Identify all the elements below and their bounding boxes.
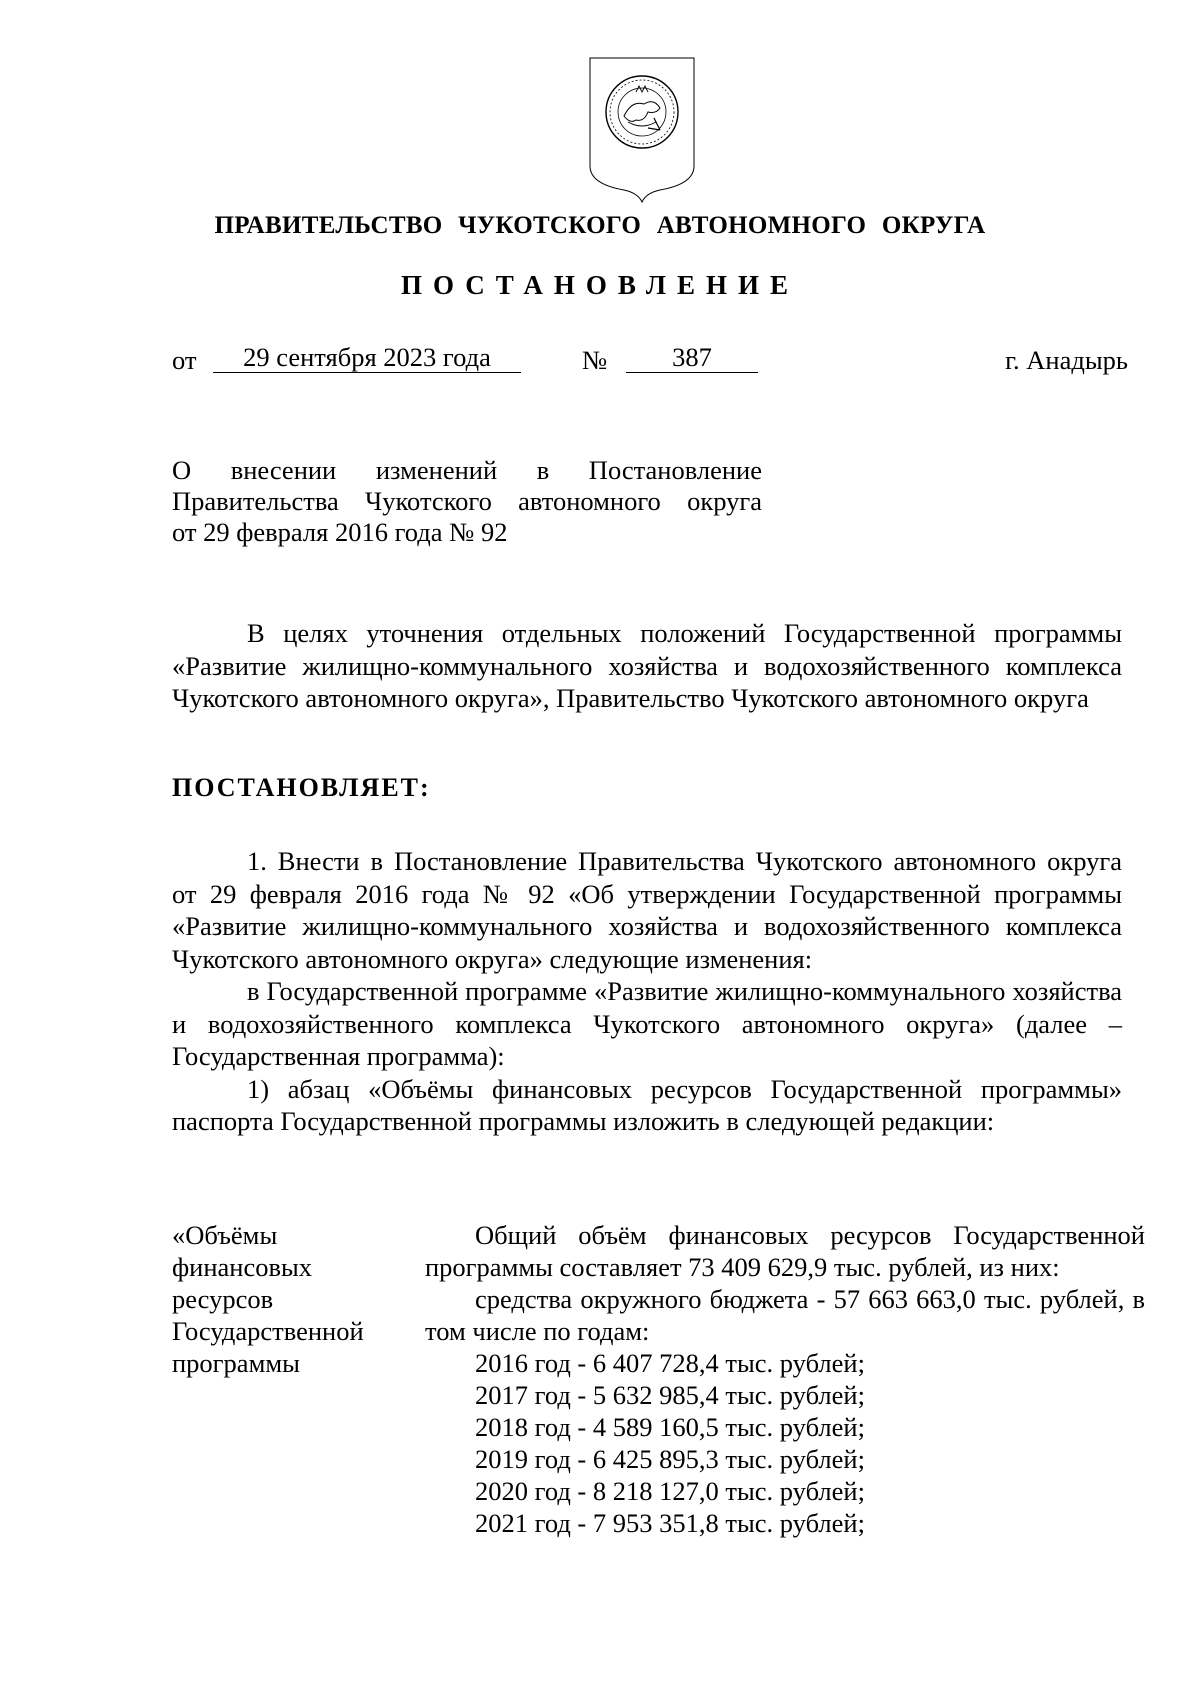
- passport-label-line: «Объёмы: [172, 1220, 278, 1250]
- passport-label-line: финансовых: [172, 1252, 313, 1282]
- decree-date-value: 29 сентября 2023 года: [213, 342, 521, 373]
- decree-number-value: 387: [626, 342, 758, 373]
- passport-label-line: Государственной: [172, 1316, 364, 1346]
- passport-label: [172, 1219, 402, 1379]
- year-row-2017: 2017 год - 5 632 985,4 тыс. рублей;: [475, 1380, 865, 1410]
- passport-label-line: программы: [172, 1348, 300, 1378]
- decree-number: [626, 342, 758, 373]
- number-sign: №: [582, 345, 608, 375]
- resolves-heading: ПОСТАНОВЛЯЕТ:: [172, 773, 431, 802]
- year-row-2016: 2016 год - 6 407 728,4 тыс. рублей;: [475, 1348, 865, 1378]
- preamble-text: В целях уточнения отдельных положений Государственной программы «Развитие жилищно-коммунального хозяйства и водохозяйственного комплекса Чукотского автономного округа», Правительство Чукотского автономного округа: [172, 618, 1122, 713]
- government-name: ПРАВИТЕЛЬСТВО ЧУКОТСКОГО АВТОНОМНОГО ОКРУГА: [214, 212, 986, 239]
- decree-body: [172, 845, 1122, 1138]
- passport-years: [425, 1347, 1145, 1539]
- passport-total: Общий объём финансовых ресурсов Государственной программы составляет 73 409 629,9 тыс. рублей, из них:: [425, 1220, 1145, 1282]
- passport-label-line: ресурсов: [172, 1284, 274, 1314]
- decree-title: [172, 455, 762, 548]
- title-line-1: О внесении изменений в Постановление: [172, 455, 762, 485]
- body-paragraph-1: 1. Внести в Постановление Правительства Чукотского автономного округа от 29 февраля 2016 года № 92 «Об утверждении Государственной программы «Развитие жилищно-коммунального хозяйства и водохозяйственного комплекса Чукотского автономного округа» следующие изменения:: [172, 846, 1122, 974]
- title-line-3: от 29 февраля 2016 года № 92: [172, 517, 508, 547]
- title-line-2: Правительства Чукотского автономного округа: [172, 486, 762, 516]
- preamble: [172, 617, 1122, 715]
- passport-district-budget: средства окружного бюджета - 57 663 663,0 тыс. рублей, в том числе по годам:: [425, 1284, 1145, 1346]
- year-row-2018: 2018 год - 4 589 160,5 тыс. рублей;: [475, 1412, 865, 1442]
- date-prefix: от: [172, 345, 197, 375]
- document-type: ПОСТАНОВЛЕНИЕ: [400, 270, 800, 300]
- year-row-2019: 2019 год - 6 425 895,3 тыс. рублей;: [475, 1444, 865, 1474]
- decree-date: [213, 342, 521, 373]
- year-row-2021: 2021 год - 7 953 351,8 тыс. рублей;: [475, 1508, 865, 1538]
- year-row-2020: 2020 год - 8 218 127,0 тыс. рублей;: [475, 1476, 865, 1506]
- coat-of-arms-emblem: [588, 56, 696, 206]
- body-paragraph-2: в Государственной программе «Развитие жилищно-коммунального хозяйства и водохозяйственного комплекса Чукотского автономного округа» (далее – Государственная программа):: [172, 976, 1122, 1071]
- body-paragraph-3: 1) абзац «Объёмы финансовых ресурсов Государственной программы» паспорта Государственной программы изложить в следующей редакции:: [172, 1073, 1122, 1136]
- passport-value: [425, 1219, 1145, 1539]
- decree-city: г. Анадырь: [1005, 345, 1128, 375]
